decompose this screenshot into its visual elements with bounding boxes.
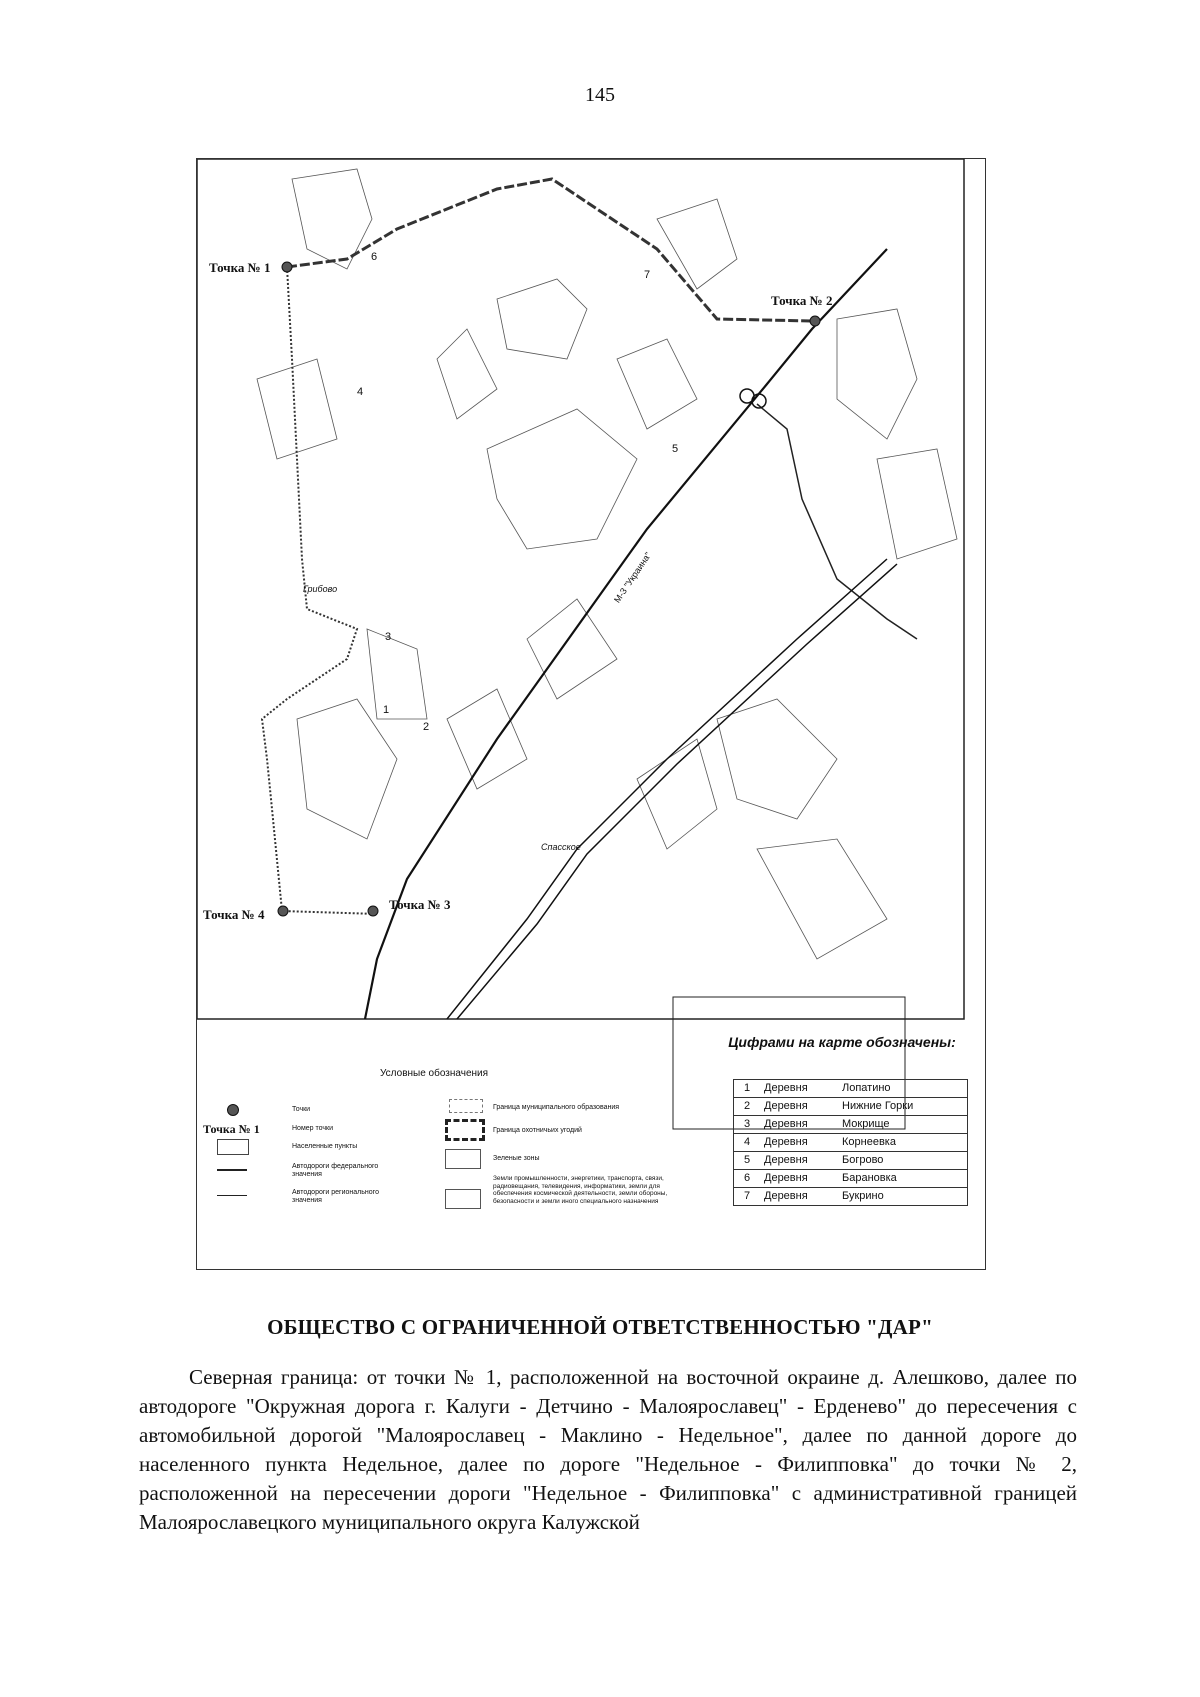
legend-point-number-symbol: Точка № 1 xyxy=(203,1122,260,1136)
villages-table xyxy=(733,1079,968,1206)
point-1-label: Точка № 1 xyxy=(209,260,271,275)
place-label-spasskoe: Спасское xyxy=(541,842,581,852)
village-name: Букрино xyxy=(838,1188,968,1206)
legend-regional-roads: Автодороги регионального значения xyxy=(292,1189,379,1204)
boundary-description: Северная граница: от точки № 1, расположенной на восточной окраине д. Алешково, далее по автодороге "Окружная дорога г. Калуги - Детчино - Малоярославец" - Ерденево" до пересечения с автомобильной дорогой "Малоярославец - Маклино - Недельное", далее по данной дороге до населенного пункта Недельное, далее по дороге "Недельное - Филипповка" до точки № 2, расположенной на пересечении дороги "Недельное - Филипповка" с административной границей Малоярославецкого муниципального округа Калужской xyxy=(139,1365,1077,1534)
railway xyxy=(447,559,887,1019)
legend-green-zones: Зеленые зоны xyxy=(493,1155,540,1162)
village-name: Мокрище xyxy=(838,1116,968,1134)
village-kind: Деревня xyxy=(760,1152,838,1170)
area-number-4: 4 xyxy=(357,386,364,398)
legend-special-lands-icon xyxy=(445,1189,481,1209)
hunting-ground-boundary xyxy=(287,179,812,321)
legend-point-number: Номер точки xyxy=(292,1125,333,1132)
point-2-label: Точка № 2 xyxy=(771,293,833,308)
parcel-outline xyxy=(717,699,837,819)
parcel-outline xyxy=(297,699,397,839)
legend-hunting-boundary-icon xyxy=(445,1119,485,1141)
organization-title: ОБЩЕСТВО С ОГРАНИЧЕННОЙ ОТВЕТСТВЕННОСТЬЮ "ДАР" xyxy=(267,1315,933,1339)
village-kind: Деревня xyxy=(760,1134,838,1152)
village-kind: Деревня xyxy=(760,1170,838,1188)
village-name: Нижние Горки xyxy=(838,1098,968,1116)
village-number: 6 xyxy=(734,1170,761,1188)
parcel-outline xyxy=(497,279,587,359)
area-number-1: 1 xyxy=(383,704,390,716)
parcel-outline xyxy=(837,309,917,439)
parcel-outline xyxy=(617,339,697,429)
table-row xyxy=(734,1134,968,1152)
point-2-marker xyxy=(810,316,820,326)
legend-municipal-boundary: Граница муниципального образования xyxy=(493,1104,620,1111)
parcel-outline xyxy=(757,839,887,959)
parcel-outline xyxy=(292,169,372,269)
parcel-outline xyxy=(487,409,637,549)
village-name: Богрово xyxy=(838,1152,968,1170)
village-number: 5 xyxy=(734,1152,761,1170)
parcel-outline xyxy=(877,449,957,559)
digits-caption: Цифрами на карте обозначены: xyxy=(728,1034,956,1050)
legend-federal-roads: Автодороги федерального значения xyxy=(292,1163,379,1178)
village-kind: Деревня xyxy=(760,1080,838,1098)
table-row xyxy=(734,1152,968,1170)
parcel-outline xyxy=(447,689,527,789)
area-number-5: 5 xyxy=(672,443,679,455)
parcel-outline xyxy=(437,329,497,419)
table-row xyxy=(734,1188,968,1206)
parcel-outline xyxy=(637,739,717,849)
map-figure xyxy=(196,158,986,1270)
legend-title: Условные обозначения xyxy=(380,1068,489,1079)
village-name: Лопатино xyxy=(838,1080,968,1098)
legend-settlements: Населенные пункты xyxy=(292,1143,358,1150)
village-number: 3 xyxy=(734,1116,761,1134)
village-kind: Деревня xyxy=(760,1116,838,1134)
table-row xyxy=(734,1116,968,1134)
village-kind: Деревня xyxy=(760,1098,838,1116)
point-4-label: Точка № 4 xyxy=(203,907,265,922)
area-number-2: 2 xyxy=(423,721,430,733)
table-row xyxy=(734,1080,968,1098)
legend-settlement-icon xyxy=(217,1139,249,1155)
point-4-marker xyxy=(278,906,288,916)
area-number-3: 3 xyxy=(385,631,392,643)
road-m3-label: М-3 "Украина" xyxy=(612,550,654,605)
area-number-6: 6 xyxy=(371,251,378,263)
area-number-7: 7 xyxy=(644,269,651,281)
village-number: 1 xyxy=(734,1080,761,1098)
parcel-outline xyxy=(527,599,617,699)
village-number: 4 xyxy=(734,1134,761,1152)
legend-regional-road-icon xyxy=(217,1195,247,1196)
page-number: 145 xyxy=(585,84,615,106)
village-name: Корнеевка xyxy=(838,1134,968,1152)
point-3-marker xyxy=(368,906,378,916)
legend-federal-road-icon xyxy=(217,1169,247,1171)
legend-green-zone-icon xyxy=(445,1149,481,1169)
parcel-outline xyxy=(367,629,427,719)
point-3-label: Точка № 3 xyxy=(389,897,451,912)
legend-hunting-boundary: Граница охотничьих угодий xyxy=(493,1127,582,1134)
point-1-marker xyxy=(282,262,292,272)
village-number: 2 xyxy=(734,1098,761,1116)
table-row xyxy=(734,1170,968,1188)
village-kind: Деревня xyxy=(760,1188,838,1206)
village-name: Барановка xyxy=(838,1170,968,1188)
place-label-gribovo: Грибово xyxy=(303,584,338,594)
legend-point-icon xyxy=(227,1104,239,1116)
parcel-outline xyxy=(657,199,737,289)
legend-special-lands: Земли промышленности, энергетики, транспорта, связи, радиовещания, телевидения, информатики, земли для обеспечения космической деятельности, земли обороны, безопасности и земли иного специального назначения xyxy=(493,1175,668,1205)
table-row xyxy=(734,1098,968,1116)
village-number: 7 xyxy=(734,1188,761,1206)
legend-municipal-boundary-icon xyxy=(449,1099,483,1113)
legend-points: Точки xyxy=(292,1106,311,1113)
